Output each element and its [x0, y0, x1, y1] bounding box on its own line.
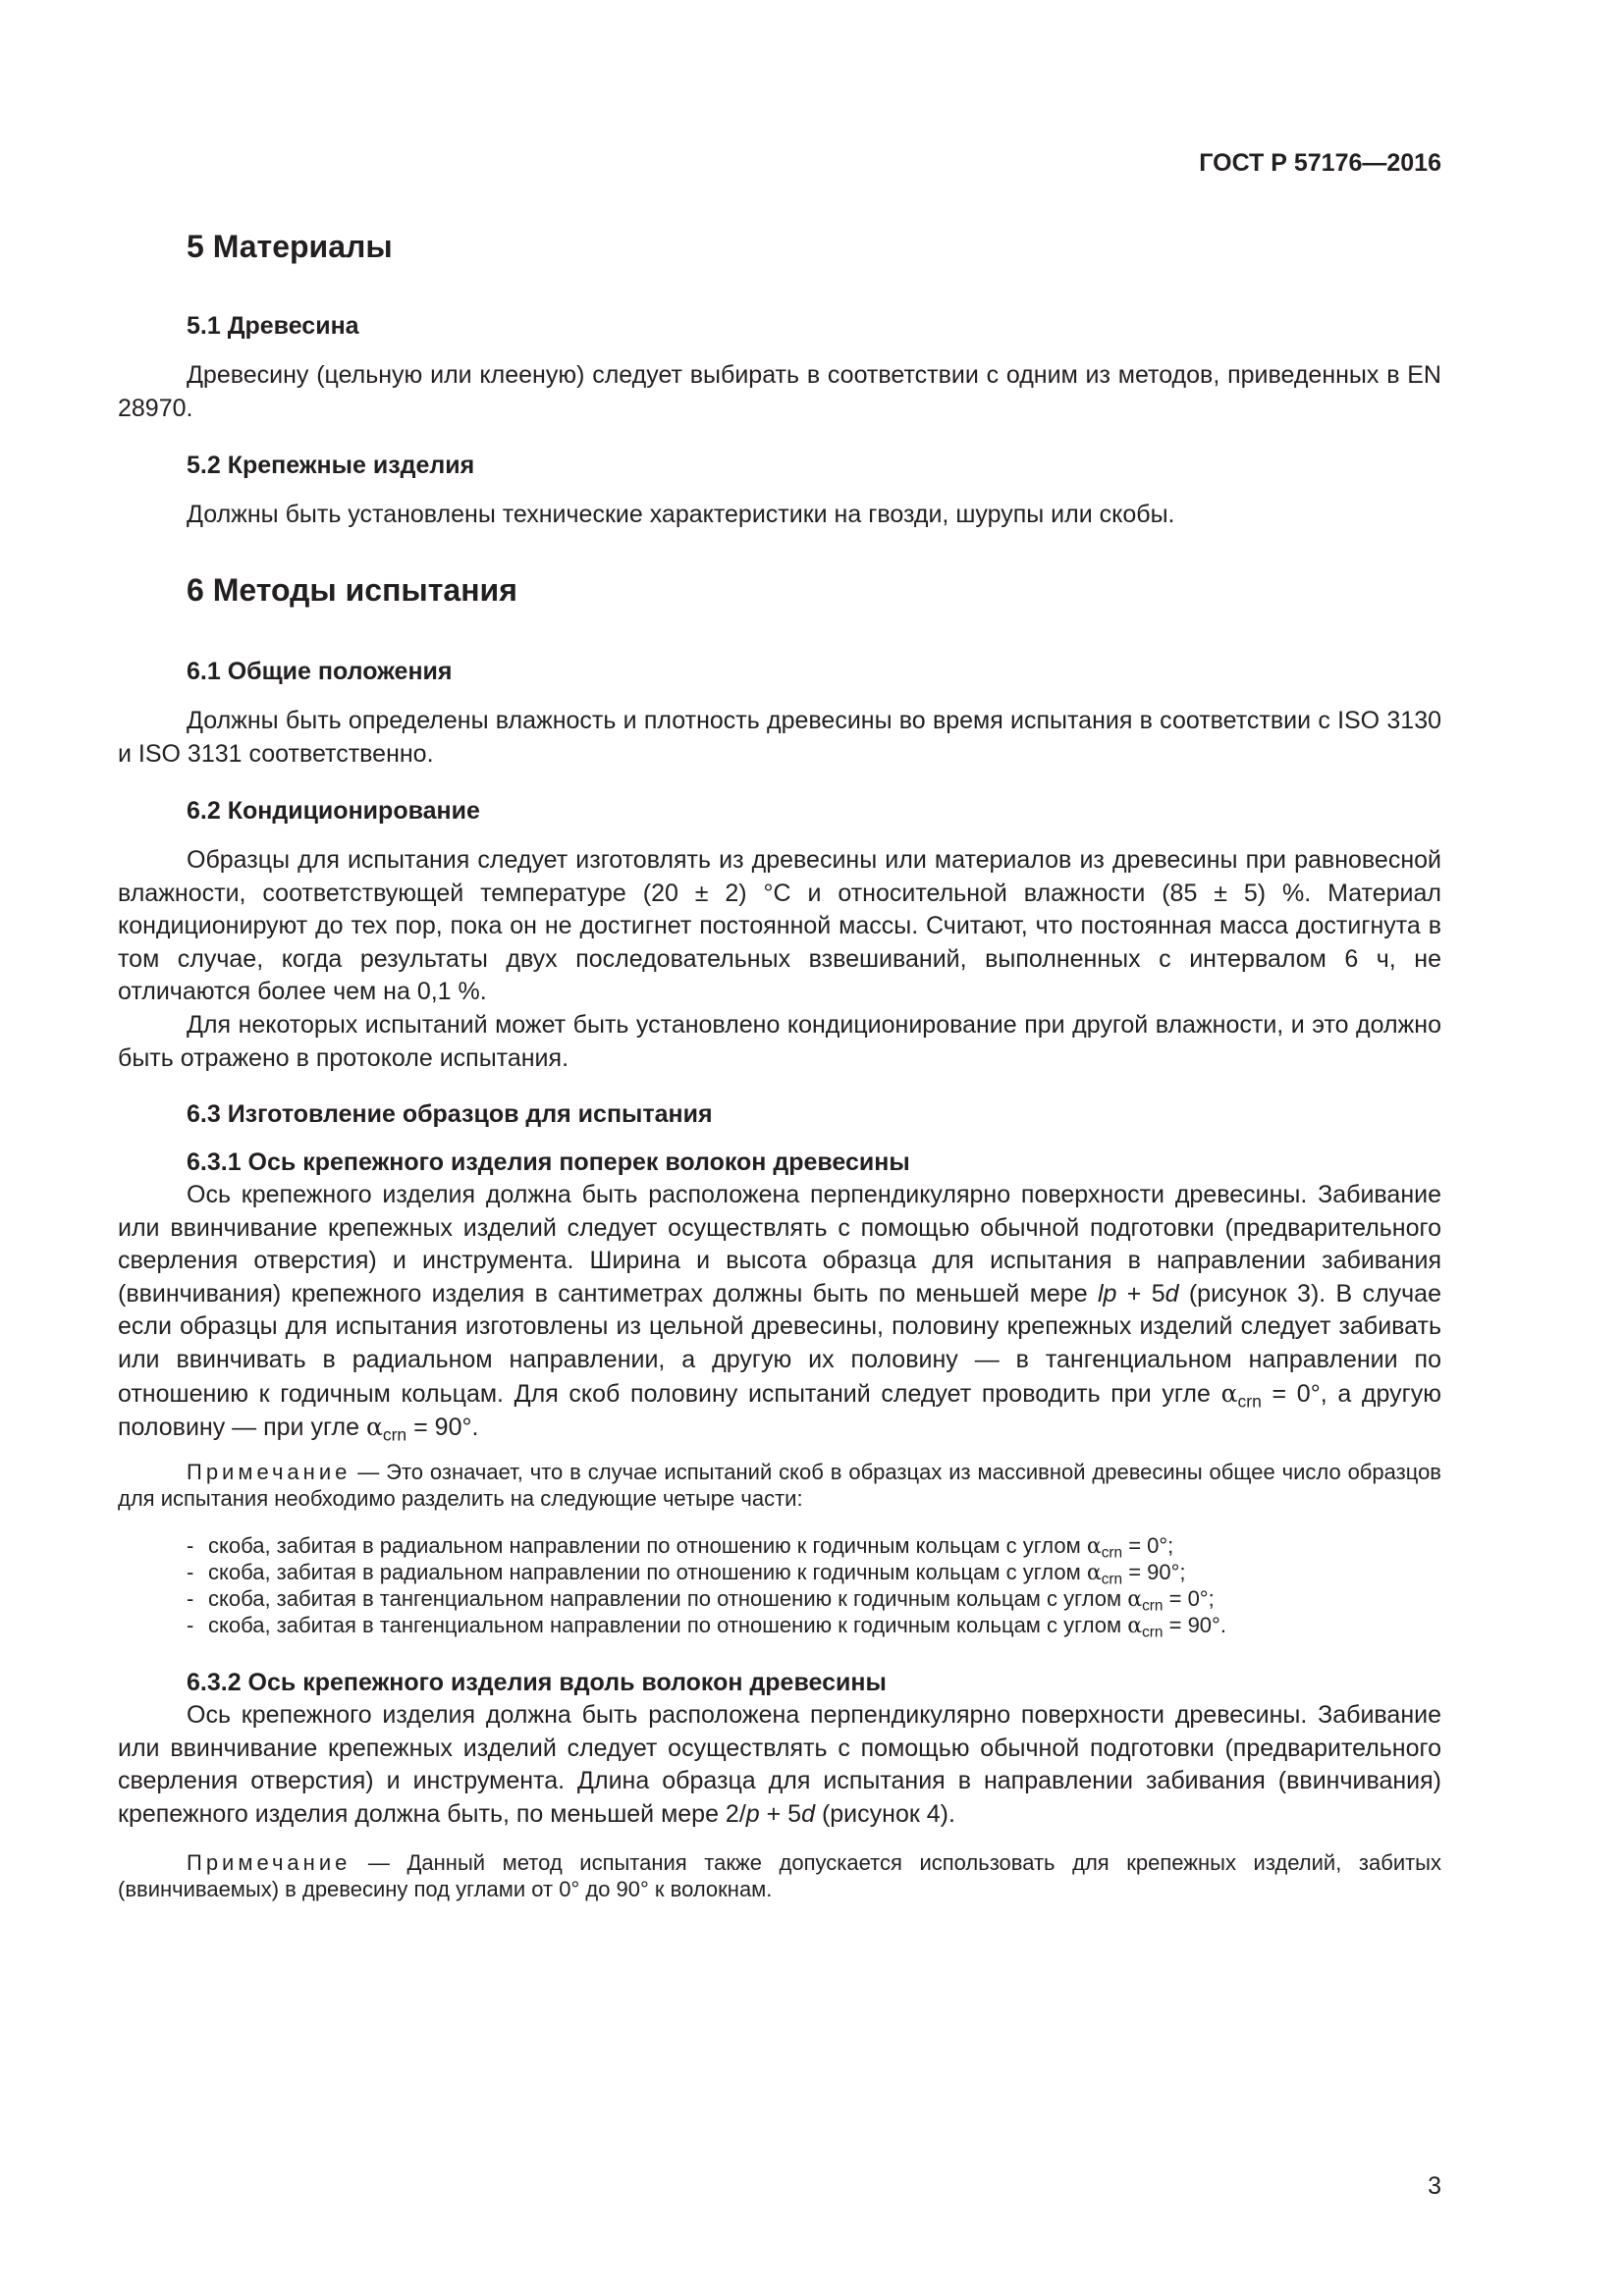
section-6-1-text: Должны быть определены влажность и плотность древесины во время испытания в соответствии с ISO 3130 и ISO 3131 соответственно. — [118, 707, 1441, 768]
note-2 — [118, 1849, 1441, 1902]
section-6-1-title: 6.1 Общие положения — [187, 658, 453, 685]
var-d: d — [1164, 1279, 1179, 1308]
var-d: d — [801, 1799, 815, 1828]
note-1-label: Примечание — [187, 1460, 352, 1484]
section-5-2-text: Должны быть установлены технические характеристики на гвозди, шурупы или скобы. — [187, 501, 1175, 528]
section-6-3-1-text-b: (рисунок 3). В случае если образцы для испытания изготовлены из цельной древесины, половину крепежных изделий следует забивать или ввинчивать в радиальном направлении, а другую их половину — в тангенциальном направлении по отношению к годичным кольцам. Для скоб половину испытаний следует проводить при угле — [118, 1279, 1441, 1408]
list-item: - скоба, забитая в тангенциальном направлении по отношению к годичным кольцам с углом $\alpha_{crn} = 0^\circ$; — [187, 1586, 1441, 1613]
section-6-2-paragraph-2: Для некоторых испытаний может быть установлено кондиционирование при другой влажности, и это должно быть отражено в протоколе испытания. — [118, 1011, 1441, 1072]
angle-ninety-text: = 90°. — [406, 1414, 479, 1442]
page-number: 3 — [1428, 2172, 1441, 2200]
section-6-title: 6 Методы испытания — [187, 572, 517, 608]
section-5-title: 5 Материалы — [187, 229, 393, 264]
plus-five: + 5 — [1116, 1279, 1165, 1308]
alpha-symbol: α — [1220, 1378, 1238, 1408]
staple-orientation-list — [187, 1533, 1441, 1639]
list-item: - скоба, забитая в радиальном направлении по отношению к годичным кольцам с углом $\alpha_{crn} = 0^\circ$; — [187, 1533, 1441, 1560]
note-2-text: — Данный метод испытания также допускается использовать для крепежных изделий, забитых (ввинчиваемых) в древесину под углами от 0° до 90° к волокнам. — [118, 1850, 1441, 1901]
section-6-3-1-text — [118, 1179, 1441, 1445]
note-1-text: — Это означает, что в случае испытаний скоб в образцах из массивной древесины общее число образцов для испытания необходимо разделить на следующие четыре части: — [118, 1460, 1441, 1511]
angle-zero-text: = 0°, а другую половину — при угле — [118, 1379, 1441, 1442]
alpha-symbol: α — [365, 1413, 383, 1442]
section-6-3-title: 6.3 Изготовление образцов для испытания — [187, 1100, 713, 1128]
section-6-2-paragraph-1: Образцы для испытания следует изготовлять из древесины или материалов из древесины при равновесной влажности, соответствующей температуре (20 ± 2) °С и относительной влажности (85 ± 5) %. Материал кондиционируют до тех пор, пока он не достигнет постоянной массы. Считают, что постоянная масса достигнута в том случае, когда результаты двух последовательных взвешиваний, выполненных с интервалом 6 ч, не отличаются более чем на 0,1 %. — [118, 846, 1441, 1006]
var-lp: lp — [1097, 1279, 1117, 1308]
section-6-3-2-title: 6.3.2 Ось крепежного изделия вдоль волокон древесины — [187, 1669, 887, 1696]
section-5-1-text: Древесину (цельную или клееную) следует выбирать в соответствии с одним из методов, приведенных в EN 28970. — [118, 361, 1441, 422]
note-2-label: Примечание — [187, 1850, 352, 1875]
alpha-subscript: crn — [1237, 1390, 1262, 1411]
note-1 — [118, 1459, 1441, 1512]
alpha-subscript: crn — [382, 1424, 407, 1445]
list-item: - скоба, забитая в радиальном направлении по отношению к годичным кольцам с углом $\alpha_{crn} = 90^\circ$; — [187, 1560, 1441, 1586]
section-6-3-2-text-a: Ось крепежного изделия должна быть расположена перпендикулярно поверхности древесины. Забивание или ввинчивание крепежных изделий следует осуществлять с помощью обычной подготовки (предварительного сверления отверстия) и инструмента. Длина образца для испытания в направлении забивания (ввинчивания) крепежного изделия должна быть, по меньшей мере 2/ — [118, 1701, 1441, 1828]
section-5-1-title: 5.1 Древесина — [187, 312, 359, 340]
section-5-2-title: 5.2 Крепежные изделия — [187, 452, 475, 479]
section-6-2-title: 6.2 Кондиционирование — [187, 797, 480, 825]
section-6-3-1-text-a: Ось крепежного изделия должна быть расположена перпендикулярно поверхности древесины. Забивание или ввинчивание крепежных изделий следует осуществлять с помощью обычной подготовки (предварительного сверления отверстия) и инструмента. Ширина и высота образца для испытания в направлении забивания (ввинчивания) крепежного изделия в сантиметрах должны быть по меньшей мере — [118, 1181, 1441, 1308]
section-6-3-2-text — [118, 1699, 1441, 1831]
plus-five: + 5 — [759, 1799, 802, 1828]
section-6-3-2-text-b: (рисунок 4). — [815, 1799, 955, 1828]
section-6-3-1-title: 6.3.1 Ось крепежного изделия поперек волокон древесины — [187, 1148, 910, 1176]
list-item: - скоба, забитая в тангенциальном направлении по отношению к годичным кольцам с углом $\alpha_{crn} = 90^\circ$. — [187, 1613, 1441, 1639]
var-p: p — [745, 1799, 760, 1828]
standard-code: ГОСТ Р 57176—2016 — [1199, 149, 1441, 177]
